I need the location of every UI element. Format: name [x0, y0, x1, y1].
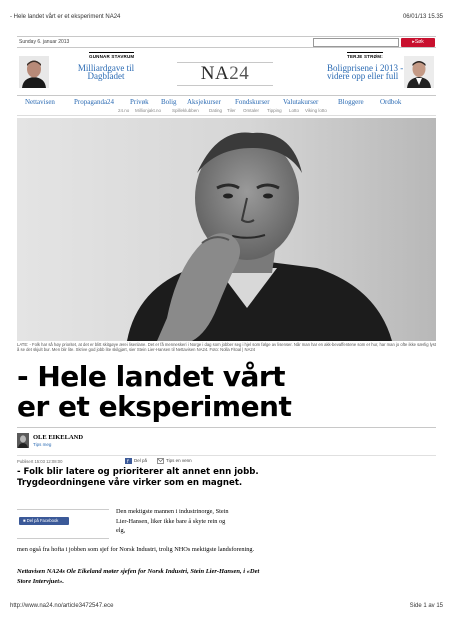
tip-friend-button[interactable]: [157, 458, 192, 464]
article-headline: [17, 362, 436, 422]
subnav-item[interactable]: Dating: [209, 108, 223, 113]
facebook-share-label: Del på Facebook: [26, 518, 59, 523]
facebook-share-button[interactable]: [19, 517, 69, 525]
search-arrow-icon: ▸: [412, 39, 415, 45]
nav-item-bloggere[interactable]: Bloggere: [338, 98, 364, 106]
search-button-label: Søk: [414, 39, 424, 45]
author-avatar: [17, 433, 29, 448]
print-title: - Hele landet vårt er et eksperiment NA24: [10, 14, 121, 20]
share-label: Del på: [134, 458, 148, 464]
top-bar: [17, 36, 436, 48]
subnav-item[interactable]: Viking lotto: [305, 108, 327, 113]
headline-line-2: er et eksperiment: [17, 390, 292, 423]
column-right[interactable]: [285, 50, 436, 94]
nav-item-propaganda24[interactable]: Propaganda24: [74, 98, 115, 106]
nav-item-nettavisen[interactable]: Nettavisen: [25, 98, 55, 106]
column-title-right-line2[interactable]: videre opp eller full: [327, 71, 399, 81]
article-meta: [17, 455, 436, 465]
print-datetime: 06/01/13 15.35: [402, 14, 443, 20]
nav-item-bolig[interactable]: Bolig: [161, 98, 177, 106]
print-url: http://www.na24.no/article3472547.ece: [10, 603, 114, 609]
nav-item-privok[interactable]: Privøk: [130, 98, 149, 106]
body-paragraph-3: Nettavisen NA24s Ole Eikeland møter sjefen for Norsk Industri, Stein Lier-Hansen, i «Det Store Intervjuet».: [17, 568, 260, 585]
columnist-avatar-left: [19, 56, 49, 88]
body-paragraph-2: men også fra hofta i jobben som sjef for Norsk Industri, trolig NHOs mektigste landsforening.: [17, 546, 255, 553]
subnav-item[interactable]: Tiler: [227, 108, 236, 113]
na24-logo[interactable]: NA24: [177, 62, 273, 86]
subnav-item[interactable]: Spilleklubben: [172, 108, 199, 113]
column-title-left-line1[interactable]: Milliardgave til: [77, 63, 135, 73]
nav-item-aksjekurser[interactable]: Aksjekurser: [187, 98, 221, 106]
subnav-item[interactable]: 24.no: [118, 108, 130, 113]
column-left[interactable]: [17, 50, 167, 94]
subnav-item[interactable]: Millionjakt.no: [135, 108, 162, 113]
site-header: [17, 50, 436, 94]
subnav-item[interactable]: Lotto: [289, 108, 300, 113]
share-button[interactable]: [125, 458, 147, 464]
share-icon: [125, 458, 132, 464]
tip-friend-label: Tips en venn: [166, 458, 192, 464]
columnist-avatar-right: [404, 56, 434, 88]
headline-line-1: - Hele landet vårt: [17, 360, 286, 393]
print-page-number: Side 1 av 15: [409, 603, 443, 609]
divider: [17, 427, 436, 428]
facebook-share-box: [17, 509, 109, 539]
mail-icon: [157, 458, 164, 464]
print-footer: [10, 603, 443, 613]
columnist-name-left: GUNNAR STAVRUM: [89, 54, 135, 59]
author-name[interactable]: OLE EIKELAND: [33, 434, 84, 441]
author-byline: [17, 433, 217, 453]
subnav-item[interactable]: Tipping: [267, 108, 282, 113]
current-date: Sunday 6. januar 2013: [19, 39, 70, 45]
search-button[interactable]: [401, 38, 435, 47]
published-time: Publisert 15:03 12:08:00: [17, 459, 63, 464]
facebook-icon: ■: [23, 518, 27, 523]
main-nav: [17, 95, 436, 107]
nav-item-ordbok[interactable]: Ordbok: [380, 98, 402, 106]
svg-text:f: f: [127, 459, 129, 464]
print-header: [10, 14, 443, 24]
columnist-name-right: TERJE STRØM:: [347, 54, 383, 59]
search-input[interactable]: [313, 38, 399, 47]
nav-item-valutakurser[interactable]: Valutakurser: [283, 98, 319, 106]
photo-caption: LATE: - Folk har så høy prioritet, at det er blitt skitgøye ærei lisenlane. Det er få menneskeri i Norge i dag som jobber seg i hjel som følge av lisenser. Når man har en akk-bevaffentene som er hur, har man jo ofte ikke særlig lyst å se det skjult bur. Men blir lite. Skrive god jobb lite skilgjørt, sier Stein Lier-Hansen til Nettavisen NA24. Foto: Nolla Fitoal | NA24: [17, 342, 437, 352]
article-ingress: - Folk blir latere og prioriterer alt annet enn jobb. Trygdeordningene våre virker som en magnet.: [17, 467, 259, 488]
sub-nav: [17, 108, 436, 116]
column-title-right-line1[interactable]: Boligprisene i 2013 -: [327, 63, 404, 73]
column-title-left-line2[interactable]: Dagbladet: [87, 71, 125, 81]
author-tip-link[interactable]: Tips meg: [33, 442, 52, 447]
article-photo: [17, 118, 436, 341]
body-paragraph-1: Den mektigste mannen i industrinorge, Stein Lier-Hansen, liker ikke bare å skyte rein og elg,: [116, 508, 229, 535]
nav-item-fondskurser[interactable]: Fondskurser: [235, 98, 270, 106]
subnav-item[interactable]: Omtaler: [243, 108, 260, 113]
